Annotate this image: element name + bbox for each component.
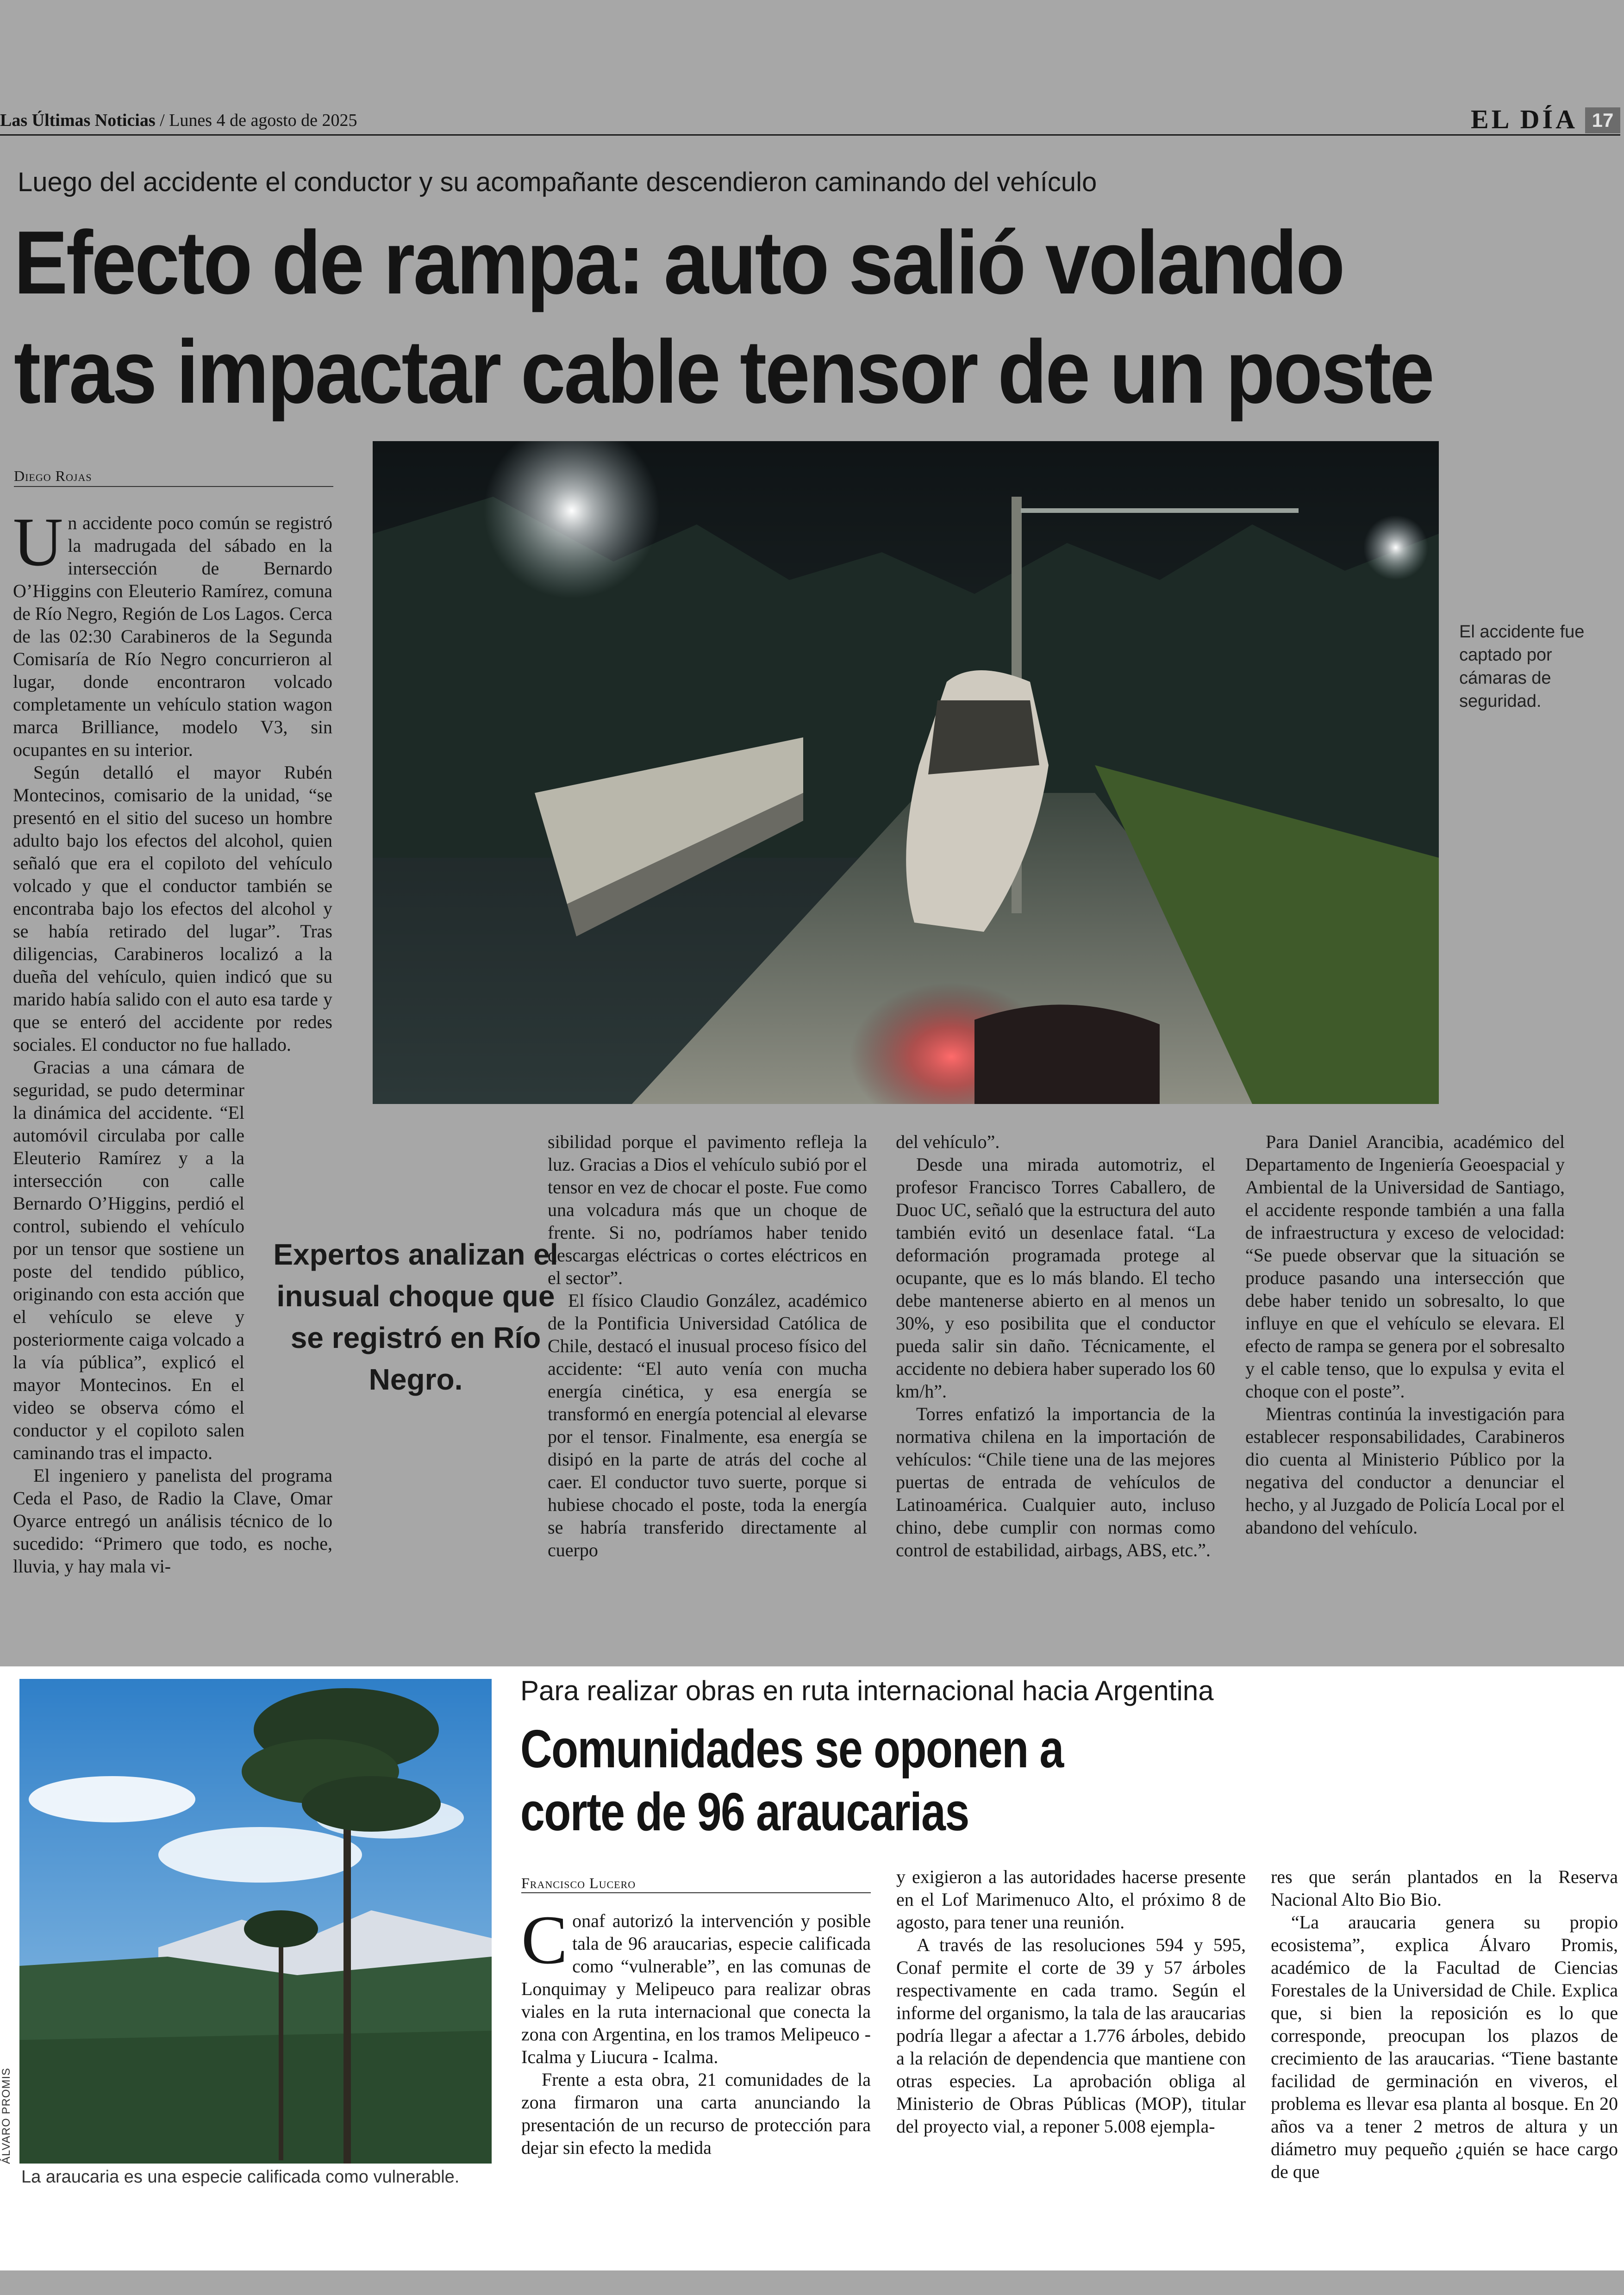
story1-col2-paragraph: El físico Claudio González, académico de la Pontificia Universidad Católica de Chile, destacó el inusual proceso físico del accidente: “El auto venía con mucha energía cinética, y esa energía se transformó en energía potencial al elevarse por el tensor. Finalmente, esa energía se disipó en la parte de atrás del coche al caer. El conductor tuvo suerte, porque si hubiese chocado el poste, toda la energía se habría transferido directamente al cuerpo: [548, 1290, 867, 1560]
story1-dropcap: U: [13, 504, 63, 580]
folio-rule: [0, 134, 1620, 136]
story2-column-3: [1271, 1865, 1618, 2183]
folio-paper-name: Las Últimas Noticias: [0, 111, 156, 130]
story1-headline-line2: tras impactar cable tensor de un poste: [14, 322, 1433, 422]
story2-col1-paragraph: Conaf autorizó la intervención y posible tala de 96 araucarias, especie calificada como “vulnerable”, en las comunas de Lonquimay y Melipeuco para realizar obras viales en la ruta internacional que conecta la zona con Argentina, en los tramos Melipeuco - Icalma y Liucura - Icalma.: [521, 1902, 871, 2067]
story2-kicker: Para realizar obras en ruta internacional hacia Argentina: [520, 1675, 1214, 1706]
story1-column-1: [13, 504, 332, 1578]
story2-photo-credit: ÁLVARO PROMIS: [0, 2067, 12, 2164]
story1-col1-paragraph: El ingeniero y panelista del programa Ceda el Paso, de Radio la Clave, Omar Oyarce entregó un análisis técnico de lo sucedido: “Primero que todo, es noche, lluvia, y hay mala vi-: [13, 1465, 332, 1577]
story2-headline-line1: Comunidades se oponen a: [520, 1719, 1063, 1779]
araucaria-photo-illustration: [19, 1679, 492, 2164]
story1-col1-paragraph: Gracias a una cámara de seguridad, se pudo determinar la dinámica del accidente. “El automóvil circulaba por calle Eleuterio Ramírez y a la intersección con calle Bernardo O’Higgins, perdió el control, subiendo el vehículo por un tensor que sostiene un poste del tendido público, originando con esta acción que el vehículo se eleve y posteriormente caiga volcado a la vía pública”, explicó el mayor Montecinos. En el video se observa cómo el conductor y el copiloto salen caminando tras el impacto.: [13, 1057, 244, 1463]
araucaria-photo: [19, 1679, 492, 2164]
story1-col1-paragraph: Un accidente poco común se registró la madrugada del sábado en la intersección de Bernardo O’Higgins con Eleuterio Ramírez, comuna de Río Negro, Región de Los Lagos. Cerca de las 02:30 Carabineros de la Segunda Comisaría de Río Negro concurrieron al lugar, donde encontraron volcado completamente un vehículo station wagon marca Brilliance, modelo V3, sin ocupantes en su interior.: [13, 504, 332, 760]
story1-byline-rule: [14, 486, 333, 487]
story2-photo-caption: La araucaria es una especie calificada como vulnerable.: [21, 2167, 460, 2187]
story1-pullquote: Expertos analizan el inusual choque que se registró en Río Negro.: [273, 1238, 558, 1396]
story2-byline: Francisco Lucero: [521, 1875, 636, 1891]
story1-column-2: [548, 1130, 867, 1561]
story1-col1-paragraph: Según detalló el mayor Rubén Montecinos, comisario de la unidad, “se presentó en el sitio del suceso un hombre adulto bajo los efectos del alcohol, quien señaló que era el copiloto del vehículo volcado y que el conductor también se encontraba bajo los efectos del alcohol y se había retirado del lugar”. Tras diligencias, Carabineros localizó a la dueña del vehículo, quien indicó que su marido había salido con el auto esa tarde y que se enteró del accidente por redes sociales. El conductor no fue hallado.: [13, 762, 332, 1055]
folio-section: EL DÍA: [1470, 104, 1578, 134]
story1-col3-paragraph: Torres enfatizó la importancia de la normativa chilena en la importación de vehículos: “Chile tiene una de las mejores puertas de entrada de vehículos de Latinoamérica. Cualquier auto, incluso chino, debe cumplir con normas como control de estabilidad, airbags, ABS, etc.”.: [896, 1403, 1215, 1560]
story2-headline-line2: corte de 96 araucarias: [520, 1782, 969, 1842]
story1-col2-paragraph: sibilidad porque el pavimento refleja la luz. Gracias a Dios el vehículo subió por el tensor en vez de chocar el poste. Fue como una volcadura más que un choque de frente. Si no, podríamos haber tenido descargas eléctricas o cortes eléctricos en el sector”.: [548, 1131, 867, 1288]
story1-headline-line1: Efecto de rampa: auto salió volando: [14, 212, 1343, 313]
story1-photo-caption: El accidente fue captado por cámaras de seguridad.: [1459, 622, 1585, 711]
bottom-strip: [0, 2270, 1624, 2295]
story2-column-1: [521, 1902, 871, 2159]
story2-col1-paragraph: Frente a esta obra, 21 comunidades de la zona firmaron una carta anunciando la presentación de un recurso de protección para dejar sin efecto la medida: [521, 2069, 871, 2158]
story1-headline: [14, 208, 1455, 427]
story2-dropcap: C: [521, 1902, 568, 1978]
story1-col3-paragraph: Desde una mirada automotriz, el profesor Francisco Torres Caballero, de Duoc UC, señaló que la estructura del auto también evitó un desenlace fatal. “La deformación programada protege al ocupante, que es lo más blando. El techo debe mantenerse abierto en al menos un 30%, y eso posibilita que el conductor pueda salir sin daño. Técnicamente, el accidente no debiera haber superado los 60 km/h”.: [896, 1154, 1215, 1402]
story2-col3-paragraph: “La araucaria genera su propio ecosistema”, explica Álvaro Promis, académico de la Facultad de Ciencias Forestales de la Universidad de Chile. Explica que, si bien la reposición es lo que corresponde, preocupan los plazos de crecimiento de las araucarias. “Tiene bastante facilidad de germinación en viveros, el problema es llevar esa planta al bosque. En 20 años va a tener 2 metros de altura y un diámetro muy pequeño ¿quién se hace cargo de que: [1271, 1912, 1618, 2182]
story1-col3-paragraph: del vehículo”.: [896, 1131, 1000, 1152]
story2-col3-paragraph: res que serán plantados en la Reserva Nacional Alto Bio Bio.: [1271, 1866, 1618, 1910]
accident-photo: [373, 441, 1439, 1104]
folio-masthead: Las Últimas Noticias / Lunes 4 de agosto de 2025: [0, 111, 357, 130]
story1-column-4: [1245, 1130, 1565, 1539]
story1-byline: Diego Rojas: [14, 468, 92, 484]
story1-kicker: Luego del accidente el conductor y su acompañante descendieron caminando del vehículo: [18, 167, 1097, 197]
story2-column-2: [896, 1865, 1246, 2138]
folio-date: Lunes 4 de agosto de 2025: [169, 111, 357, 130]
story2-col2-paragraph: A través de las resoluciones 594 y 595, Conaf permite el corte de 39 y 57 árboles respectivamente en cada tramo. Según el informe del organismo, la tala de las araucarias podría llegar a afectar a 1.776 árboles, debido a la relación de dependencia que mantiene con otras especies. La aprobación obliga al Ministerio de Obras Públicas (MOP), titular del proyecto vial, a reponer 5.008 ejempla-: [896, 1934, 1246, 2137]
story1-col4-paragraph: Mientras continúa la investigación para establecer responsabilidades, Carabineros dio cuenta al Ministerio Público por la negativa del conductor a denunciar el hecho, y al Juzgado de Policía Local por el abandono del vehículo.: [1245, 1403, 1565, 1538]
accident-photo-illustration: [373, 441, 1439, 1104]
story1-col4-paragraph: Para Daniel Arancibia, académico del Departamento de Ingeniería Geoespacial y Ambiental de la Universidad de Santiago, el accidente responde también a una falla de infraestructura y exceso de velocidad: “Se puede observar que la situación se produce pasando una intersección que debe haber tenido un sobresalto, lo que influye en que el vehículo se elevara. El efecto de rampa se genera por el sobresalto y el cable tenso, que lo expulsa y evita el choque con el poste”.: [1245, 1131, 1565, 1402]
story2-headline: [520, 1717, 1063, 1843]
story2-col2-paragraph: y exigieron a las autoridades hacerse presente en el Lof Marimenuco Alto, el próximo 8 de agosto, para tener una reunión.: [896, 1866, 1246, 1933]
story2-byline-rule: [521, 1892, 871, 1893]
page-number: 17: [1585, 107, 1620, 133]
story1-column-3: [896, 1130, 1215, 1561]
